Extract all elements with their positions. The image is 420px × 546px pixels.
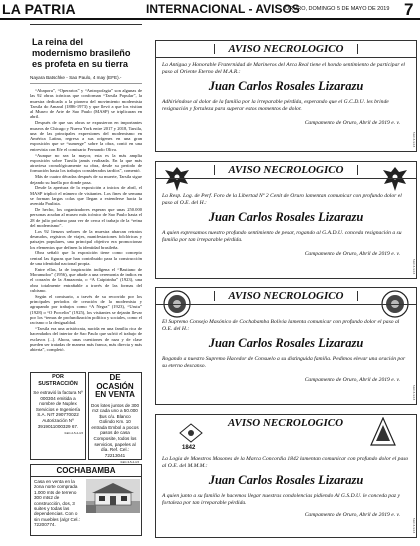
notice-intro: La Antigua y Honorable Fraternidad de Marineros del Arca Real tiene el hondo sentimiento de participar el paso al Oriente Eterno del M.A.R.: (162, 62, 405, 75)
notice-place-date: Campamento de Oruro, Abril de 2019 e. v. (304, 512, 400, 519)
classified-title: COCHABAMBA (31, 465, 141, 477)
notice-place-date: Campamento de Oruro, Abril de 2019 e. v. (304, 120, 400, 127)
classified-lost-invoice (30, 372, 86, 460)
notice-title: AVISO NECROLOGICO (228, 417, 344, 429)
article-paragraph: De hecho, los organizadores esperan que unas 250.000 personas acudan al museo más icónico de Sao Paulo hasta el 28 de julio próximo para ver de cerca el trabajo de la “reina del modernismo”. (30, 207, 142, 228)
article-paragraph: Después de que sus obras se expusieron en importantes museos de Chicago y Nueva York entre 2017 y 2018, Tarsila, una de las principales expresiones del modernismo en América Latina, regresa a sus orígenes en una gran exposición que se “sumerge” sobre la obra, contó en una entrevista con Efe el comisario Fernando Oliva. (30, 120, 142, 152)
notice-intro: El Supremo Consejo Masónico de Cochabamba Bolivia lamenta comunicar con profundo dolor el paso al O.E. del H.: (162, 319, 400, 332)
section-title: INTERNACIONAL - AVISOS (146, 2, 300, 16)
classified-title: POR SUSTRACCIÓN (38, 374, 78, 387)
article-paragraph: Obra señaló que la exposición tiene como concepto central las figuras que han contribuido para la construcción de una identidad nacional propia. (30, 250, 142, 266)
notice-title: AVISO NECROLOGICO (156, 288, 416, 305)
notice-intro: La Logia de Maestros Masones de la Marca Concordia 1842 lamentan comunicar con profundo dolor el paso al O.E. del M.M.M.: (162, 456, 409, 469)
article-paragraph: “Abaporu”, “Operarios” y “Antropofagia” son algunas de las 92 obras icónicas que conforman “Tarsila Popular”, la muestra dedicada a la pionera del movimiento modernista Tarsila do Amaral (1886-1973) y que llevó a que los visitan al Museo de Arte de Sao Paulo (MASP) se triplicaran en abril. (30, 88, 142, 120)
article-paragraph: Más de cuatro décadas después de su muerte, Tarsila sigue dejando su huella por donde pasa. (30, 174, 142, 185)
obituary-notice (155, 161, 417, 279)
notice-message: Adhiriéndose al dolor de la familia por la irreparable pérdida, esperando que el G.C.D.U. les brinde resignación y fortaleza para superar estos momentos de dolor. (162, 99, 389, 112)
notice-code: 5-EC-5-4-4-5 (412, 384, 415, 400)
article-paragraph: “Tarsila era una aristócrata, nacida en una familia rica de hacendados del interior de Sao Paulo que sufrió el trabajo de esclavos (...). Ahora, unas cuestiones de raza y de clase pueden ser tratadas de manera más franca, más directa y más abierta”, completó. (30, 326, 142, 353)
deceased-name: Juan Carlos Rosales Lizarazu (208, 210, 364, 225)
page-header (0, 0, 420, 20)
house-photo (86, 479, 140, 513)
classified-title: DE OCASIÓN EN VENTA (95, 373, 135, 399)
newspaper-logo: LA PATRIA (2, 1, 76, 17)
classified-body: Dos lotes juntos de 300 m2 cada uno a 50.000 $us c/u. Blanco Golindo Km. 10 entrada Embol a pocos pasos de casa Composite, todos los servicios, papeles al día. Ref. Cel.: 72213041 (91, 402, 140, 458)
classified-body: Se extravió la factura Nº 000304 emitida a nombre de Nuplex Servicios e Ingeniería S.A. NIT 290770022 Autorización Nº 3919011000329 67. (33, 390, 83, 429)
classified-code: 3-EC-3-5-4-4-5 (120, 460, 139, 465)
notice-message: Rogando a nuestro Supremo Hacedor de Consuelo a su distinguida familia. Pedimos elevar una oración por su eterno descanso. (162, 356, 406, 369)
triangle-emblem-icon (370, 417, 396, 447)
article-paragraph: Los 92 lienzos señores de la muestra abarcan retratos desnudos, registros de viajes, manifestaciones folclóricas y paisajes populares, una principal objetivo era promocionar los elementos que definen la identidad brasileña. (30, 228, 142, 250)
article (30, 24, 142, 368)
article-paragraph: Desde la apertura de la exposición a inicios de abril, el MASP triplicó el número de visitantes. Los fines de semana se forman largas colas que llegan a extenderse hacia la avenida Paulista. (30, 185, 142, 207)
notice-code: 5-EC-5-4-4-5 (412, 131, 415, 147)
obituary-notice (155, 40, 417, 152)
lodge-year-label: 1842 (182, 445, 196, 451)
article-paragraph: “Aunque no sea la mayor, esta es la más amplia exposición sobre Tarsila jamás realizada. En la que más atraviesa cronológicamente su obra, desde su período de formación hasta los trabajos considerados tardíos”, comentó. (30, 152, 142, 174)
notice-place-date: Campamento de Oruro, Abril de 2019 e. v. (304, 377, 400, 384)
deceased-name: Juan Carlos Rosales Lizarazu (208, 473, 364, 488)
article-byline: Nayara Batschke - Sao Paulo, 4 may (EFE).- (30, 75, 142, 84)
notice-code: 5-EC-5-4-4-5 (412, 258, 415, 274)
article-title: La reina del modernismo brasileño es profeta en su tierra (30, 24, 142, 72)
obituary-notice (155, 287, 417, 405)
issue-date: ORURO, DOMINGO 5 DE MAYO DE 2019 (285, 6, 390, 12)
lodge-emblem-icon (178, 423, 204, 443)
article-paragraph: Entre ellas, la de inspiración indígena el “Bastiano de Moranudoo” (1956), que añade a una ceremonia de indios en el corazón de la Amazonia, o “A Caipirinha” (1923), una obra totalmente entrañable a través de las formas del cubismo. (30, 266, 142, 293)
classified-for-sale (88, 372, 142, 465)
notice-place-date: Campamento de Oruro, Abril de 2019 e. v. (304, 251, 400, 258)
obituary-notice (155, 414, 417, 538)
notice-message: A quien expresamos nuestro profundo sentimiento de pesar, rogando al G.A.D.U. conceda resignación a su familia por tan irreparable pérdida. (162, 230, 402, 243)
notice-message: A quien junto a su familia le hacemos llegar nuestras condolencias pidiendo Al G.S.D.U. le conceda paz y fortaleza por tan irreparable pérdida. (162, 493, 400, 506)
deceased-name: Juan Carlos Rosales Lizarazu (208, 336, 364, 351)
notice-code: 5-EC-5-4-4-5 (412, 517, 415, 533)
article-body (30, 88, 142, 368)
notice-intro: La Resp. Log. de Perf. Foro de la Libertad Nº 2 Cenit de Oruro lamentan comunicar con profundo dolor el paso al O.E. del H.: (162, 193, 402, 206)
article-paragraph: Según el comisario, a través de su recorrido por los principales períodos de creación de la modernista y agrupando por trabajos como “A Negra” (1923), “Urutu” (1928) o “O Porcelin” (1925), los visitantes se dejarán llevar por los “temas de profundización política y sociales, como el racismo o la desigualdad. (30, 293, 142, 326)
notice-title: AVISO NECROLOGICO (156, 162, 416, 179)
notice-title: AVISO NECROLOGICO (156, 41, 416, 58)
page-number: 7 (404, 0, 414, 19)
classified-cochabamba (30, 464, 142, 536)
classified-code: 3-EC-2-5-4-4-5 (64, 431, 83, 436)
deceased-name: Juan Carlos Rosales Lizarazu (208, 79, 364, 94)
classified-body: Casa en venta en la zona norte comprada 1.000 mts de terreno 300 mts2 de construcción, dos, 3 suites y todas las dependencias. Con o sin muebles (a/gr Cel.: 72200774. (34, 479, 80, 528)
